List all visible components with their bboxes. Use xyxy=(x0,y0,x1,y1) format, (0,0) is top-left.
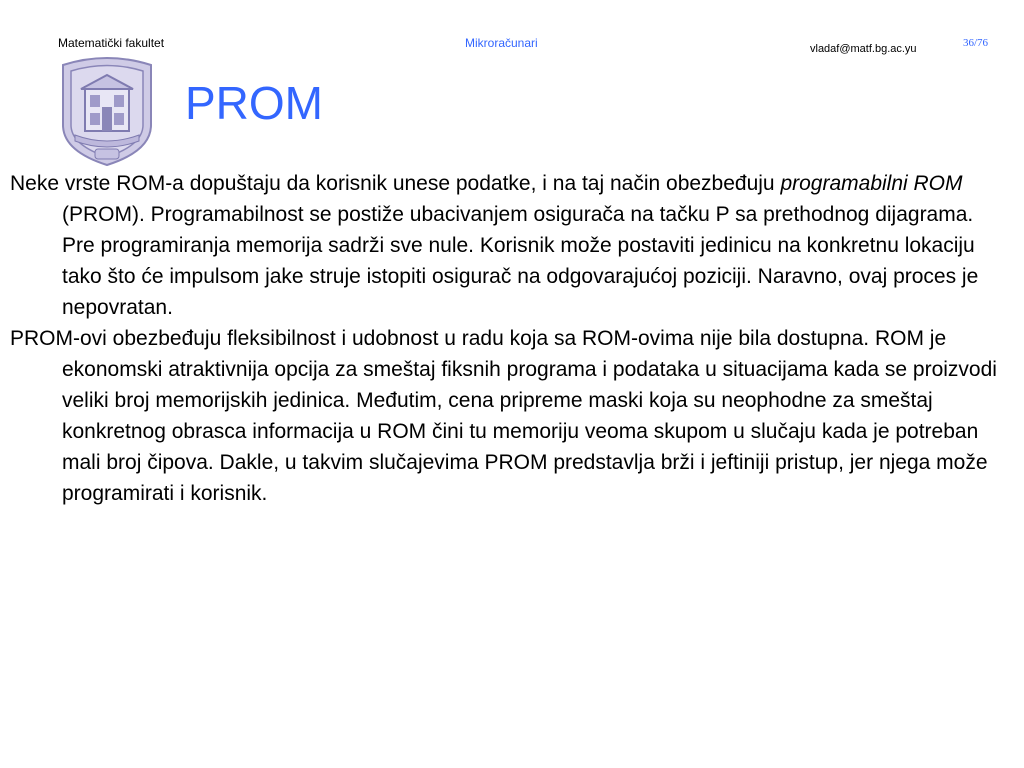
institution-label: Matematički fakultet xyxy=(58,36,165,50)
slide-title: PROM xyxy=(185,77,323,129)
page-number: 36/76 xyxy=(963,37,989,49)
emphasis-term: programabilni ROM xyxy=(780,172,963,195)
paragraph-text: (PROM). Programabilnost se postiže ubacivanjem osigurača na tačku P sa prethodnog dijagrama. Pre programiranja memorija sadrži sve nule. Korisnik može postaviti jedinicu na konkretnu lokaciju tako što će impulsom jake struje istopiti osigurač na odgovarajućoj poziciji. Naravno, ovaj proces je nepovratan. xyxy=(62,203,979,319)
course-title: Mikroračunari xyxy=(465,36,538,50)
author-email: vladaf@matf.bg.ac.yu xyxy=(810,43,917,55)
paragraph-prom-definition xyxy=(10,168,1010,323)
university-seal-icon xyxy=(57,55,157,167)
slide-body xyxy=(10,168,1010,509)
paragraph-prom-advantages: PROM-ovi obezbeđuju fleksibilnost i udobnost u radu koja sa ROM-ovima nije bila dostupna. ROM je ekonomski atraktivnija opcija za smeštaj fiksnih programa i podataka u situacijama kada se proizvodi veliki broj memorijskih jedinica. Međutim, cena pripreme maski koja su neophodne za smeštaj konkretnog obrasca informacija u ROM čini tu memoriju veoma skupom u slučaju kada je potreban mali broj čipova. Dakle, u takvim slučajevima PROM predstavlja brži i jeftiniji pristup, jer njega može programirati i korisnik. xyxy=(10,327,997,505)
paragraph-text: Neke vrste ROM-a dopuštaju da korisnik unese podatke, i na taj način obezbeđuju xyxy=(10,172,781,195)
